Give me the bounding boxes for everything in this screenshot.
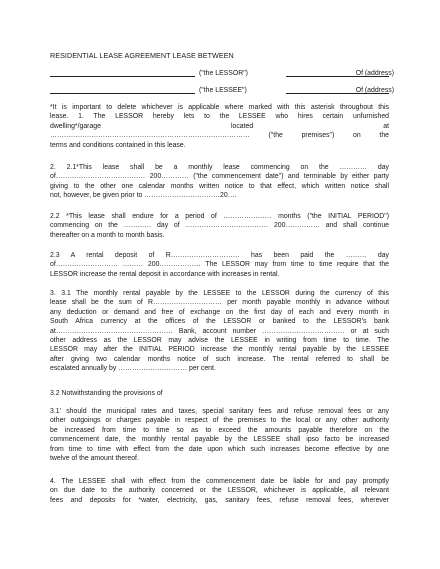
text-line: LESSOR may after the INITIAL PERIOD increase the monthly rental payable by the LESSEE [50,346,389,354]
text-line: from time to time with effect from the date upon which such increases become effective by one [50,445,389,453]
document-title: RESIDENTIAL LEASE AGREEMENT LEASE BETWEEN [50,51,234,60]
text-line: not, however, be given prior to ……………………………20…. [50,192,237,200]
text-line: lease. 1. The LESSOR hereby lets to the LESSEE who hires certain unfurnished [50,113,389,121]
text-line: fees and deposits for *water, electricity, gas, sanitary fees, refuse removal fees, wherever [50,496,389,504]
paragraph-intro [50,103,389,150]
text-line: 3.1' should the municipal rates and taxes, special sanitary fees and refuse removal fees or any [50,408,389,415]
text-line: of………………………………… 200………… ("the commencement date") and terminable by either party [50,173,389,181]
text-line: 3.2 Notwithstanding the provisions of [50,390,163,397]
text-line: 4. The LESSEE shall with effect from the commencement date be liable for and pay promptly [50,478,389,485]
text-line: any deduction or demand and free of exchange on the first day of each and every month in [50,308,389,316]
text-line: escalated annually by ………………………… per cent. [50,365,216,373]
text-line: *It is important to delete whichever is applicable where marked with this asterisk throughout this [50,104,389,111]
lessee-party-line [50,86,394,96]
text-line: 2. 2.1*This lease shall be a monthly lease commencing on the ………… day [50,164,389,171]
paragraph-2 [50,163,389,201]
text-line: be increased from time to time so as to exceed the amounts payable therefore on the [50,426,389,434]
lessee-address-label: Of (address) [355,87,394,94]
lessee-name-blank [50,93,195,94]
paragraph-2-2 [50,212,389,240]
lessor-party-line [50,69,394,79]
text-line: dwelling*/garage located at [50,122,389,130]
paragraph-3-2 [50,389,389,398]
text-line: giving to the other one calendar months written notice to that effect, which written notice shall [50,182,389,190]
text-line: …………………………………………………………………………… ("the premises") on the [50,132,389,140]
paragraph-2-3 [50,251,389,279]
text-line: commencing on the ………… day of ……………………………… 200…………… and shall continue [50,222,389,230]
text-line: other outgoings or charges payable in respect of the premises to the local or any other authority [50,417,389,425]
text-line: commencement date, the monthly rental payable by the LESSEE shall ipso facto be increased [50,436,389,444]
paragraph-3-1-prime [50,407,389,463]
text-line: 3. 3.1 The monthly rental payable by the LESSEE to the LESSOR during the currency of this [50,290,389,297]
text-line: on due date to the authority concerned or the LESSOR, whichever is applicable, all relevant [50,487,389,495]
text-line: at…………………………………………… Bank, account number ……………………………… or at such [50,327,389,335]
paragraph-3 [50,289,389,374]
text-line: other address as the LESSOR may advise the LESSEE in writing from time to time. The [50,337,389,345]
text-line: 2.2 *This lease shall endure for a period of ………………… months ("the INITIAL PERIOD") [50,213,389,220]
text-line: South Africa currency at the offices of the LESSOR or banked to the LESSOR's bank [50,318,389,326]
text-line: 2.3 A rental deposit of R………………………… has been paid the ……… day [50,252,389,259]
text-line: twelve of the amount thereof. [50,455,139,463]
text-line: after giving two calendar months notice of such increase. The rental referred to shall be [50,355,389,363]
text-line: lease shall be the sum of R………………………… per month payable monthly in advance without [50,299,389,307]
text-line: terms and conditions contained in this lease. [50,141,186,149]
lessor-label: ("the LESSOR") [199,70,248,77]
text-line: thereafter on a month to month basis. [50,231,165,239]
lessor-address-label: Of (address) [355,70,394,77]
text-line: LESSOR increase the rental deposit in accordance with increases in rental. [50,270,280,278]
text-line: of……………………… ……… 200……………… The LESSOR may from time to time require that the [50,261,389,269]
paragraph-4 [50,477,389,505]
lessor-name-blank [50,76,195,77]
lessee-label: ("the LESSEE") [199,87,247,94]
